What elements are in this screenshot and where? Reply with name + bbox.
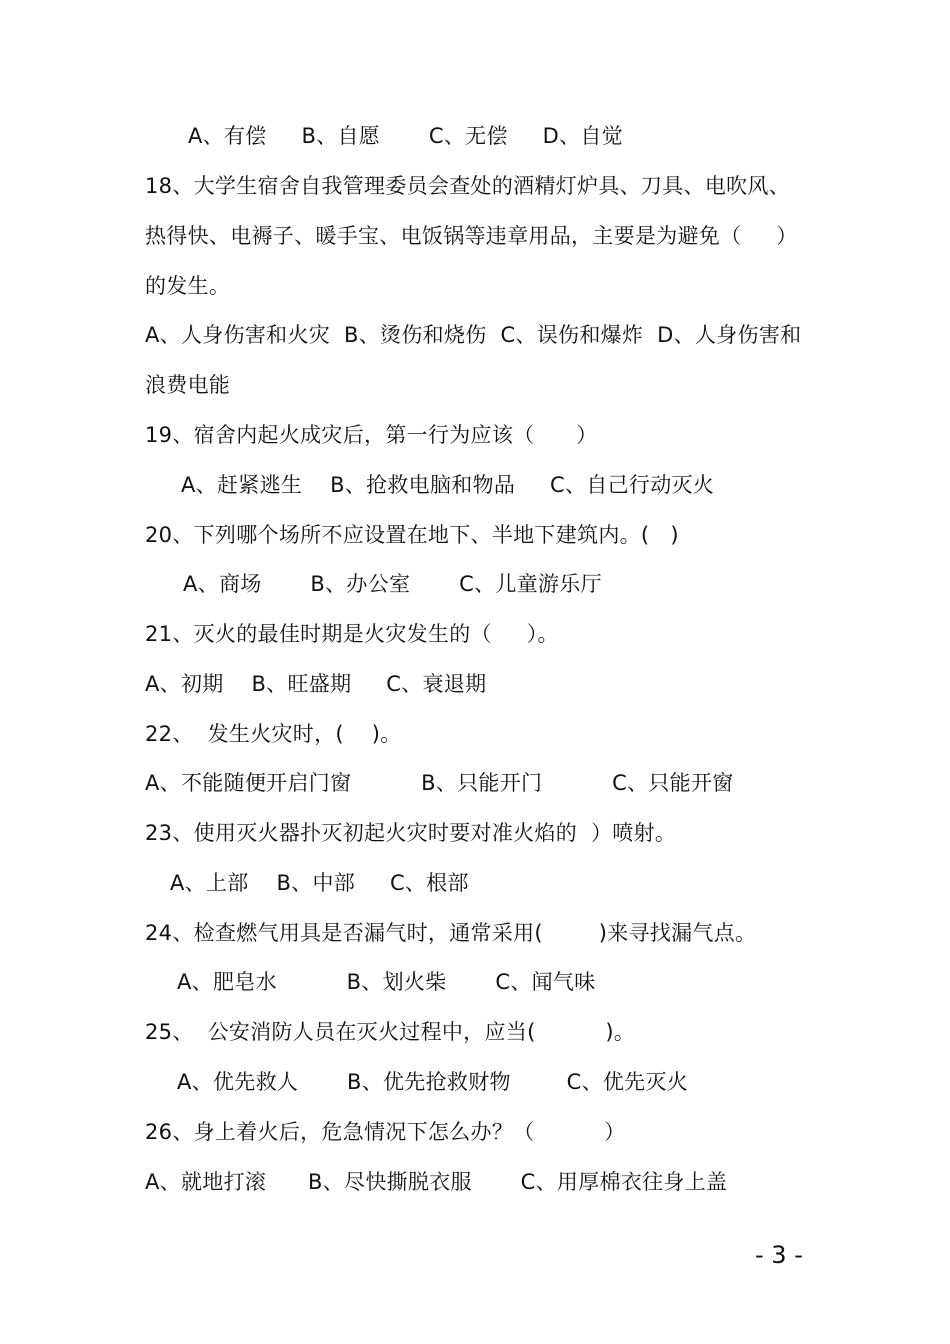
q25-text: 25、 公安消防人员在灭火过程中，应当( )。	[145, 1020, 636, 1044]
q22-options: A、不能随便开启门窗 B、只能开门 C、只能开窗	[145, 771, 734, 795]
q18-text-line-2: 热得快、电褥子、暖手宝、电饭锅等违章用品，主要是为避免（ ）	[145, 224, 798, 248]
q26-text: 26、身上着火后，危急情况下怎么办？（ ）	[145, 1120, 626, 1144]
q18-text-line-3: 的发生。	[145, 274, 231, 298]
q25-options: A、优先救人 B、优先抢救财物 C、优先灭火	[177, 1070, 689, 1094]
q18-text-line-1: 18、大学生宿舍自我管理委员会查处的酒精灯炉具、刀具、电吹风、	[145, 174, 791, 198]
q24-options: A、肥皂水 B、划火柴 C、闻气味	[177, 970, 596, 994]
q23-text: 23、使用灭火器扑灭初起火灾时要对准火焰的 ）喷射。	[145, 821, 677, 845]
q17-options: A、有偿 B、自愿 C、无偿 D、自觉	[188, 124, 623, 148]
page-number: - 3 -	[755, 1241, 803, 1269]
q21-options: A、初期 B、旺盛期 C、衰退期	[145, 672, 487, 696]
q18-options-line-2: 浪费电能	[145, 373, 231, 397]
q26-options: A、就地打滚 B、尽快撕脱衣服 C、用厚棉衣往身上盖	[145, 1170, 728, 1194]
q24-text: 24、检查燃气用具是否漏气时，通常采用( )来寻找漏气点。	[145, 921, 757, 945]
q22-text: 22、 发生火灾时，( )。	[145, 722, 402, 746]
q19-options: A、赶紧逃生 B、抢救电脑和物品 C、自己行动灭火	[181, 473, 715, 497]
q18-options-line-1: A、人身伤害和火灾 B、烫伤和烧伤 C、误伤和爆炸 D、人身伤害和	[145, 323, 802, 347]
q20-options: A、商场 B、办公室 C、儿童游乐厅	[183, 572, 602, 596]
q20-text: 20、下列哪个场所不应设置在地下、半地下建筑内。( )	[145, 523, 679, 547]
q21-text: 21、灭火的最佳时期是火灾发生的（ ）。	[145, 622, 559, 646]
q23-options: A、上部 B、中部 C、根部	[170, 871, 469, 895]
q19-text: 19、宿舍内起火成灾后，第一行为应该（ ）	[145, 423, 598, 447]
